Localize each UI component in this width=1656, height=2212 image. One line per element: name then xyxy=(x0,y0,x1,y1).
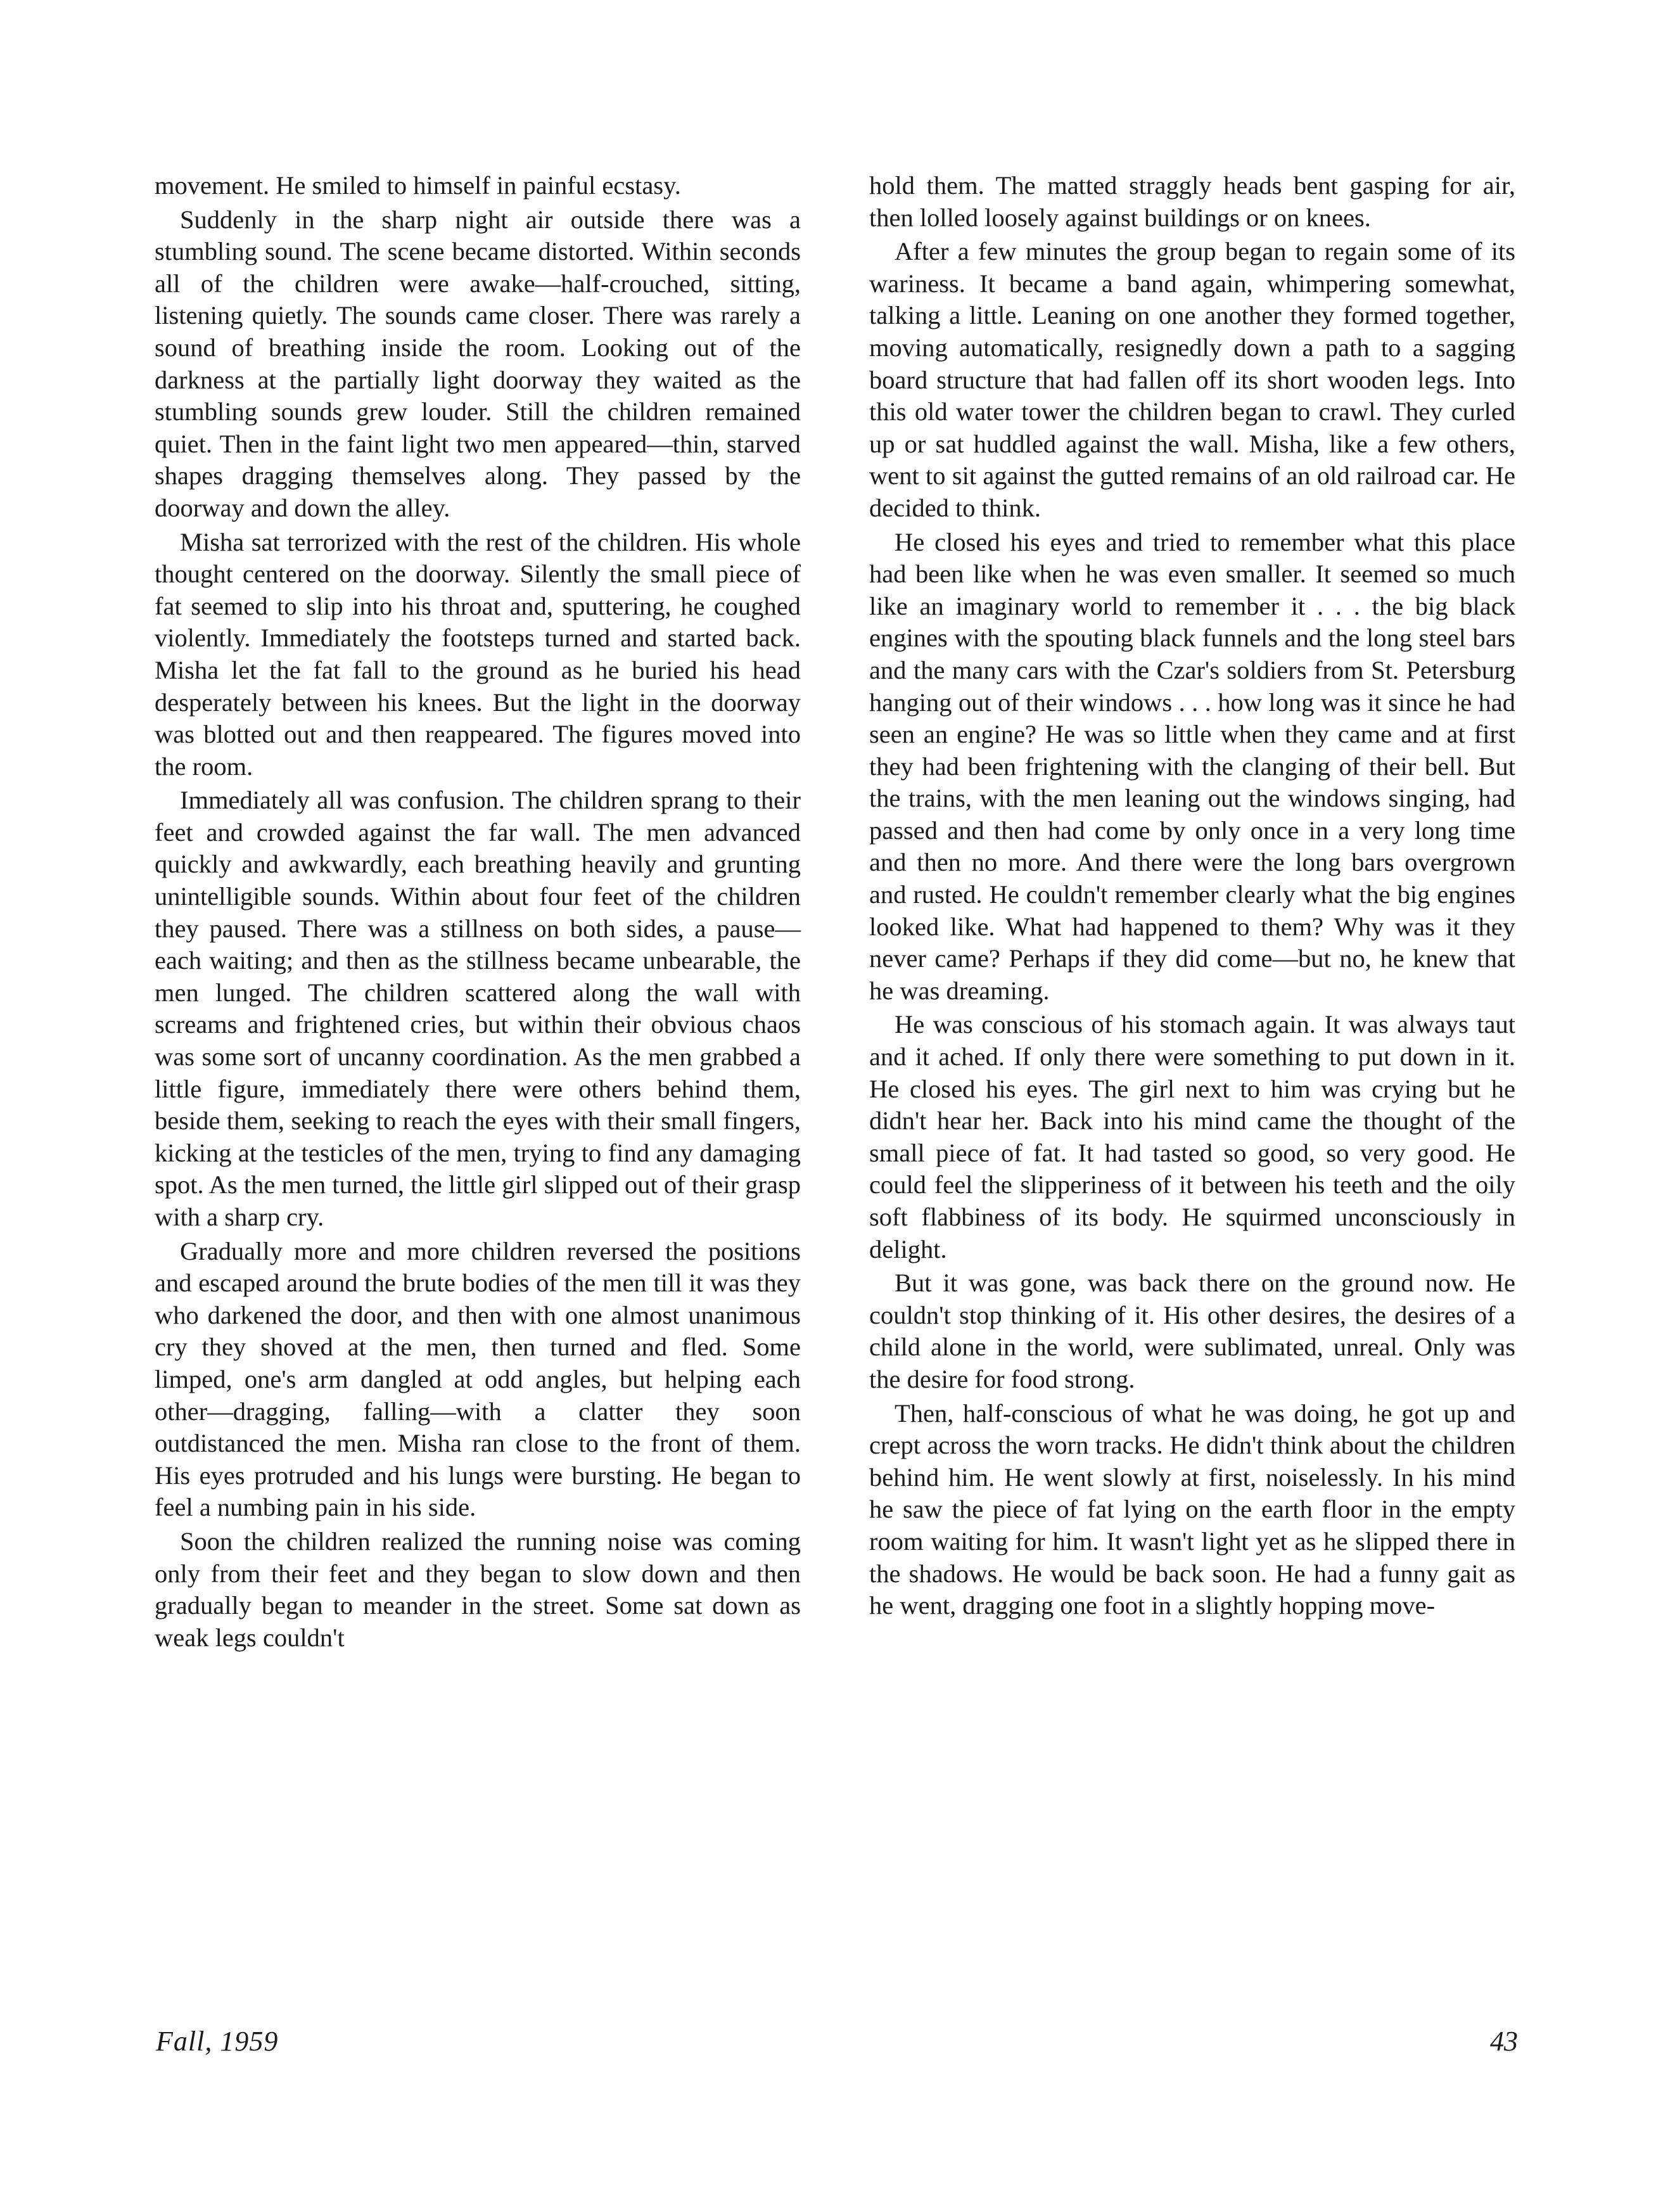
paragraph-continued: movement. He smiled to himself in painful ecstasy. xyxy=(155,171,681,200)
paragraph: Then, half-conscious of what he was doing, he got up and crept across the worn tracks. He didn't think about the children behind him. He went slowly at first, noiselessly. In his mind he saw the piece of fat lying on the earth floor in the empty room waiting for him. It wasn't light yet as he slipped there in the shadows. He would be back soon. He had a funny gait as he went, dragging one foot in a slightly hopping move- xyxy=(869,1398,1515,1620)
paragraph: Soon the children realized the running noise was coming only from their feet and they began to slow down and then gradually began to meander in the street. Some sat down as weak legs couldn't xyxy=(155,1526,801,1652)
left-text-column xyxy=(155,170,801,1656)
issue-date-footer: Fall, 1959 xyxy=(156,2026,279,2057)
paragraph: But it was gone, was back there on the ground now. He couldn't stop thinking of it. His other desires, the desires of a child alone in the world, were sublimated, unreal. Only was the desire for food strong. xyxy=(869,1269,1515,1393)
paragraph: He was conscious of his stomach again. It was always taut and it ached. If only there were something to put down in it. He closed his eyes. The girl next to him was crying but he didn't hear her. Back into his mind came the thought of the small piece of fat. It had tasted so good, so very good. He could feel the slipperiness of it between his teeth and the oily soft flabbiness of its body. He squirmed unconsciously in delight. xyxy=(869,1010,1515,1263)
paragraph: Misha sat terrorized with the rest of the children. His whole thought centered on the doorway. Silently the small piece of fat seemed to slip into his throat and, sputtering, he coughed violently. Immediately the footsteps turned and started back. Misha let the fat fall to the ground as he buried his head desperately between his knees. But the light in the doorway was blotted out and then reappeared. The figures moved into the room. xyxy=(155,527,801,781)
page-number: 43 xyxy=(1490,2026,1518,2057)
paragraph: After a few minutes the group began to regain some of its wariness. It became a band again, whimpering somewhat, talking a little. Leaning on one another they formed together, moving automatically, resignedly down a path to a sagging board structure that had fallen off its short wooden legs. Into this old water tower the children began to crawl. They curled up or sat huddled against the wall. Misha, like a few others, went to sit against the gutted remains of an old railroad car. He decided to think. xyxy=(869,237,1515,522)
paragraph: He closed his eyes and tried to remember what this place had been like when he was even smaller. It seemed so much like an imaginary world to remember it . . . the big black engines with the spouting black funnels and the long steel bars and the many cars with the Czar's soldiers from St. Petersburg hanging out of their windows . . . how long was it since he had seen an engine? He was so little when they came and at first they had been frightening with the clanging of their bell. But the trains, with the men leaning out the windows singing, had passed and then had come by only once in a very long time and then no more. And there were the long bars overgrown and rusted. He couldn't remember clearly what the big engines looked like. What had happened to them? Why was it they never came? Perhaps if they did come—but no, he knew that he was dreaming. xyxy=(869,527,1515,1005)
paragraph: Suddenly in the sharp night air outside there was a stumbling sound. The scene became distorted. Within seconds all of the children were awake—half-crouched, sitting, listening quietly. The sounds came closer. There was rarely a sound of breathing inside the room. Looking out of the darkness at the partially light doorway they waited as the stumbling sounds grew louder. Still the children remained quiet. Then in the faint light two men appeared—thin, starved shapes dragging themselves along. They passed by the doorway and down the alley. xyxy=(155,205,801,522)
paragraph: Immediately all was confusion. The children sprang to their feet and crowded against the far wall. The men advanced quickly and awkwardly, each breathing heavily and grunting unintelligible sounds. Within about four feet of the children they paused. There was a stillness on both sides, a pause—each waiting; and then as the stillness became unbearable, the men lunged. The children scattered along the wall with screams and frightened cries, but within their obvious chaos was some sort of uncanny coordination. As the men grabbed a little figure, immediately there were others behind them, beside them, seeking to reach the eyes with their small fingers, kicking at the testicles of the men, trying to find any damaging spot. As the men turned, the little girl slipped out of their grasp with a sharp cry. xyxy=(155,786,801,1231)
right-text-column xyxy=(869,170,1515,1624)
paragraph: Gradually more and more children reversed the positions and escaped around the brute bodies of the men till it was they who darkened the door, and then with one almost unanimous cry they shoved at the men, then turned and fled. Some limped, one's arm dangled at odd angles, but helping each other—dragging, falling—with a clatter they soon outdistanced the men. Misha ran close to the front of them. His eyes protruded and his lungs were bursting. He began to feel a numbing pain in his side. xyxy=(155,1236,801,1522)
paragraph-continued: hold them. The matted straggly heads bent gasping for air, then lolled loosely against buildings or on knees. xyxy=(869,171,1515,232)
